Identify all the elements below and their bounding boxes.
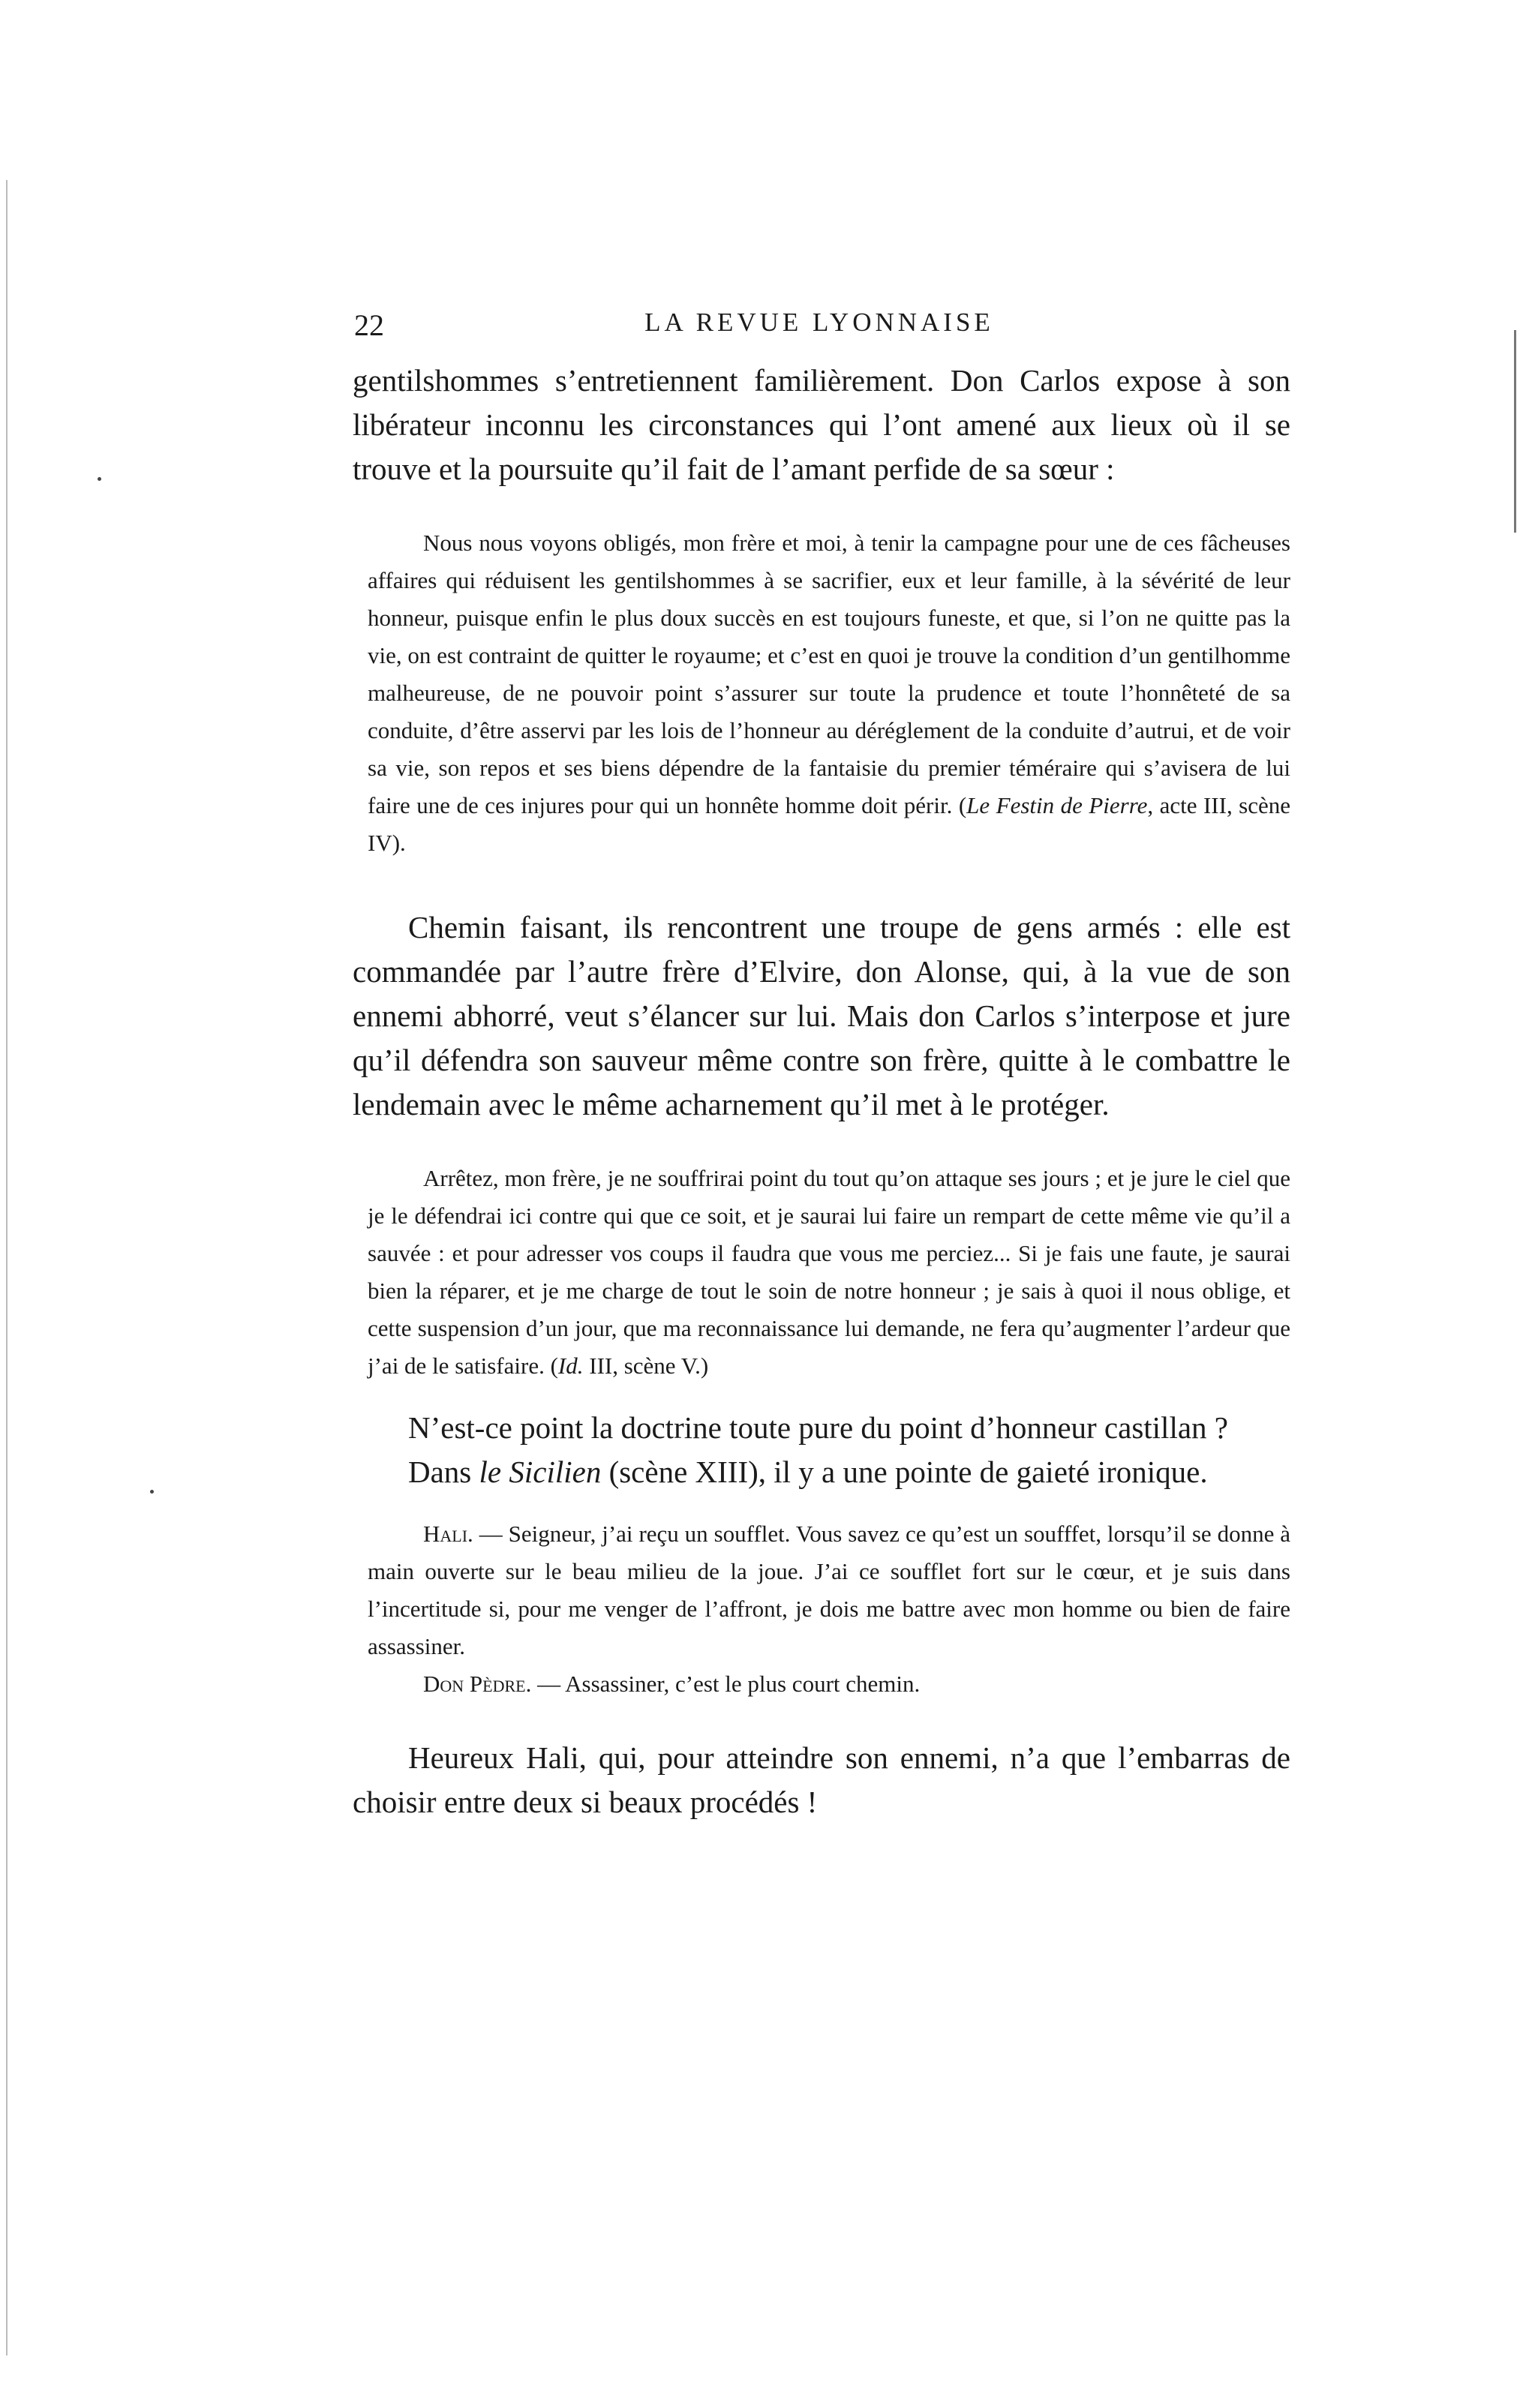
paragraph: Dans le Sicilien (scène XIII), il y a une pointe de gaieté ironique. [408,1455,1208,1489]
stray-mark [98,477,101,481]
block-quote [368,1160,1290,1385]
quote-text: Nous nous voyons obligés, mon frère et moi, à tenir la campagne pour une de ces fâcheuses affaires qui réduisent les gentilshommes à se sacrifier, eux et leur famille, à la sévérité de leur honneur, puisque enfin le plus doux succès en est toujours funeste, et que, si l’on ne quitte pas la vie, on est contraint de quitter le royaume; et c’est en quoi je trouve la condition d’un gentilhomme malheureuse, de ne pouvoir point s’assurer sur toute la prudence et toute l’honnêteté de sa conduite, d’être asservi par les lois de l’honneur au déréglement de la conduite d’autrui, et de voir sa vie, son repos et ses biens dépendre de la fantaisie du premier téméraire qui s’avisera de lui faire une de ces injures pour qui un honnête homme doit périr. [368,530,1290,818]
right-margin-mark [1514,330,1516,533]
block-quote [368,524,1290,862]
citation: (Le Festin de Pierre, acte III, scène IV). [368,792,1291,856]
dialogue-text: — Assassiner, c’est le plus court chemin. [531,1671,921,1697]
speaker-name: Hali. [423,1521,473,1547]
running-title: LA REVUE LYONNAISE [644,308,994,337]
page-number: 22 [354,308,384,342]
paragraph: gentilshommes s’entretiennent familièrement. Don Carlos expose à son libérateur inconnu les circonstances qui l’ont amené aux lieux où il se trouve et la poursuite qu’il fait de l’amant perfide de sa sœur : [353,363,1290,486]
quote-text: Arrêtez, mon frère, je ne souffrirai point du tout qu’on attaque ses jours ; et je jure le ciel que je le défendrai ici contre qui que ce soit, et je saurai lui faire un rempart de cette même vie qu’il a sauvée : et pour adresser vos coups il faudra que vous me perciez... Si je fais une faute, je saurai bien la réparer, et je me charge de tout le soin de notre honneur ; je sais à quoi il nous oblige, et cette suspension d’un jour, que ma reconnaissance lui demande, ne fera qu’augmenter l’ardeur que j’ai de le satisfaire. [368,1165,1290,1379]
left-margin-mark [6,180,8,2355]
page-header [354,308,1284,345]
work-title: Id. [557,1353,584,1379]
paragraph: Heureux Hali, qui, pour atteindre son ennemi, n’a que l’embarras de choisir entre deux si beaux procédés ! [353,1740,1290,1819]
work-title: Le Festin de Pierre [966,792,1148,818]
dialogue-text: — Seigneur, j’ai reçu un soufflet. Vous savez ce qu’est un soufffet, lorsqu’il se donne à main ouverte sur le beau milieu de la joue. J’ai ce soufflet fort sur le cœur, et je suis dans l’incertitude si, pour me venger de l’affront, je dois me battre avec mon homme ou bien de faire assassiner. [368,1521,1290,1659]
citation: (Id. III, scène V.) [550,1353,709,1379]
stray-mark [150,1490,154,1494]
text-body [353,359,1290,1824]
dialogue-line [368,1665,1290,1703]
paragraph: Chemin faisant, ils rencontrent une troupe de gens armés : elle est commandée par l’autre frère d’Elvire, don Alonse, qui, à la vue de son ennemi abhorré, veut s’élancer sur lui. Mais don Carlos s’interpose et jure qu’il défendra son sauveur même contre son frère, quitte à le combattre le lendemain avec le même acharnement qu’il met à le protéger. [353,910,1290,1121]
speaker-name: Don Pèdre. [423,1671,532,1697]
dialogue-line [368,1515,1290,1665]
work-title: le Sicilien [479,1455,602,1489]
paragraph: N’est-ce point la doctrine toute pure du point d’honneur castillan ? [408,1410,1228,1445]
